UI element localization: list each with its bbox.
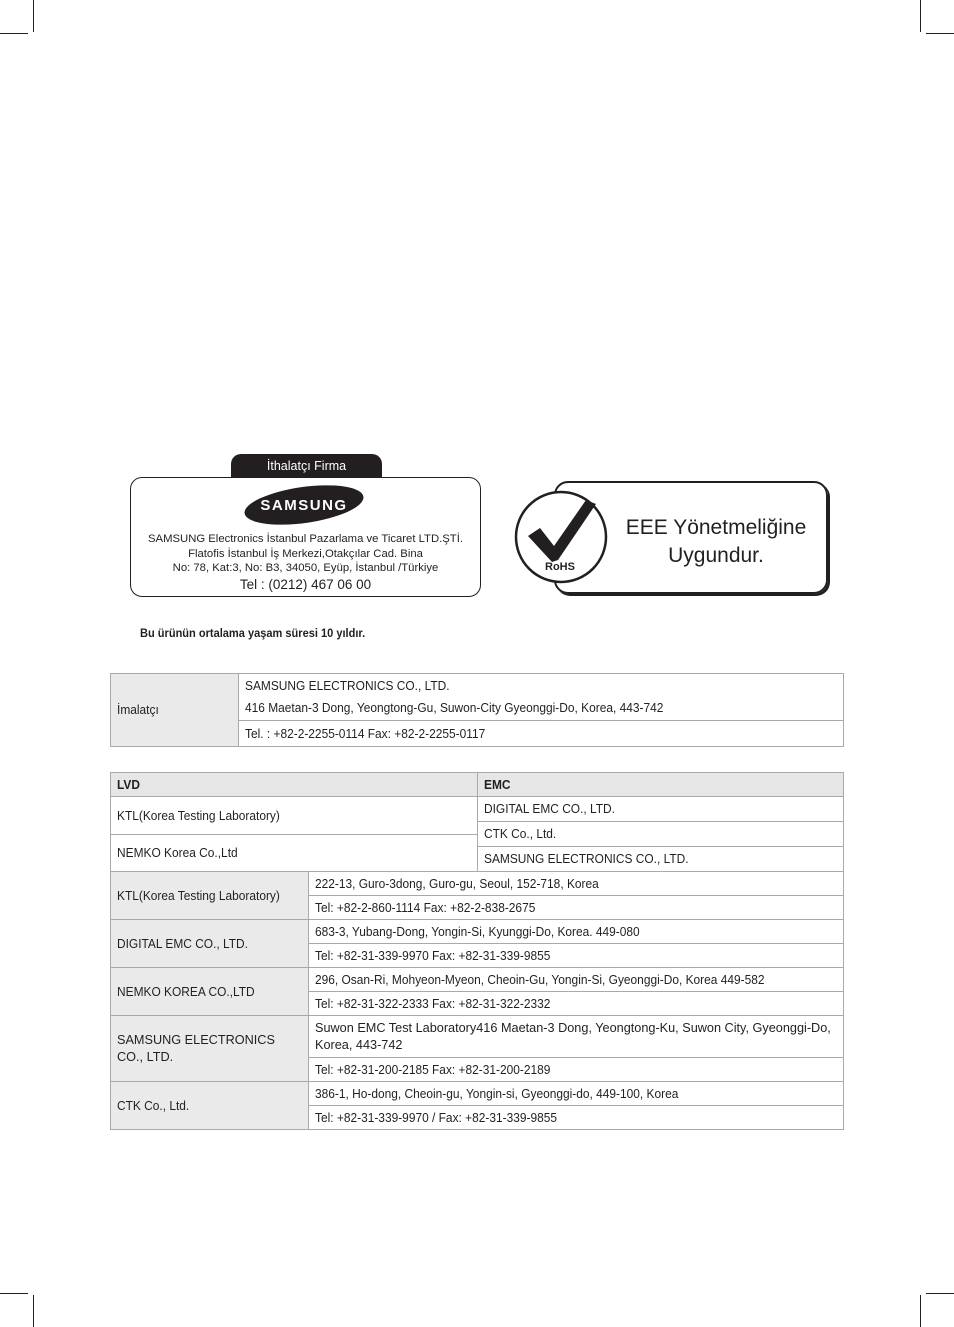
lvd-emc-table xyxy=(110,772,844,872)
lab-address: 386-1, Ho-dong, Cheoin-gu, Yongin-si, Gyeonggi-do, 449-100, Korea xyxy=(309,1082,844,1106)
importer-address xyxy=(131,532,480,576)
lab-address: 683-3, Yubang-Dong, Yongin-Si, Kyunggi-Do, Korea. 449-080 xyxy=(309,920,844,944)
lab-contact: Tel: +82-31-322-2333 Fax: +82-31-322-2332 xyxy=(309,992,844,1016)
lab-address: 296, Osan-Ri, Mohyeon-Myeon, Cheoin-Gu, Yongin-Si, Gyeonggi-Do, Korea 449-582 xyxy=(309,968,844,992)
lab-address: Suwon EMC Test Laboratory416 Maetan-3 Dong, Yeongtong-Ku, Suwon City, Gyeonggi-Do, Korea, 443-742 xyxy=(309,1016,844,1058)
crop-mark xyxy=(926,33,954,34)
manufacturer-label: İmalatçı xyxy=(111,674,239,747)
emc-cell: SAMSUNG ELECTRONICS CO., LTD. xyxy=(478,847,844,872)
manufacturer-contact: Tel. : +82-2-2255-0114 Fax: +82-2-2255-0117 xyxy=(239,721,844,747)
crop-mark xyxy=(920,0,921,32)
eee-compliance-text xyxy=(606,514,826,570)
importer-tab: İthalatçı Firma xyxy=(231,454,382,478)
crop-mark xyxy=(920,1295,921,1327)
importer-tel: Tel : (0212) 467 06 00 xyxy=(239,577,372,592)
crop-mark xyxy=(926,1293,954,1294)
lab-name: CTK Co., Ltd. xyxy=(111,1082,309,1130)
emc-cell: DIGITAL EMC CO., LTD. xyxy=(478,797,844,822)
manufacturer-name-address: SAMSUNG ELECTRONICS CO., LTD. 416 Maetan-3 Dong, Yeongtong-Gu, Suwon-City Gyeonggi-Do, Korea, 443-742 xyxy=(239,674,844,721)
svg-text:RoHS: RoHS xyxy=(545,561,575,573)
importer-box xyxy=(130,477,481,597)
eee-line: EEE Yönetmeliğine xyxy=(625,516,807,539)
lab-name: SAMSUNG ELECTRONICS CO., LTD. xyxy=(111,1016,309,1082)
manufacturer-table xyxy=(110,673,844,747)
emc-header: EMC xyxy=(478,773,844,797)
lvd-header: LVD xyxy=(111,773,478,797)
lifetime-note: Bu ürünün ortalama yaşam süresi 10 yıldır. xyxy=(140,626,366,640)
lab-name: KTL(Korea Testing Laboratory) xyxy=(111,872,309,920)
lab-contact: Tel: +82-31-339-9970 / Fax: +82-31-339-9855 xyxy=(309,1106,844,1130)
crop-mark xyxy=(0,33,28,34)
svg-text:SAMSUNG: SAMSUNG xyxy=(260,497,348,514)
lab-contact: Tel: +82-2-860-1114 Fax: +82-2-838-2675 xyxy=(309,896,844,920)
lvd-cell: KTL(Korea Testing Laboratory) xyxy=(111,797,478,835)
lvd-cell: NEMKO Korea Co.,Ltd xyxy=(111,835,478,872)
lab-name: NEMKO KOREA CO.,LTD xyxy=(111,968,309,1016)
lab-contact: Tel: +82-31-200-2185 Fax: +82-31-200-2189 xyxy=(309,1058,844,1082)
samsung-logo xyxy=(243,483,365,527)
crop-mark xyxy=(33,1295,34,1327)
importer-line: Flatofis İstanbul İş Merkezi,Otakçılar Cad. Bina xyxy=(188,547,423,560)
lab-name: DIGITAL EMC CO., LTD. xyxy=(111,920,309,968)
crop-mark xyxy=(33,0,34,32)
importer-line: SAMSUNG Electronics İstanbul Pazarlama ve Ticaret LTD.ŞTİ. xyxy=(148,533,463,545)
rohs-check-icon xyxy=(514,490,610,586)
crop-mark xyxy=(0,1293,28,1294)
importer-line: No: 78, Kat:3, No: B3, 34050, Eyüp, İstanbul /Türkiye xyxy=(172,562,439,574)
lab-contact: Tel: +82-31-339-9970 Fax: +82-31-339-9855 xyxy=(309,944,844,968)
lab-address: 222-13, Guro-3dong, Guro-gu, Seoul, 152-718, Korea xyxy=(309,872,844,896)
eee-line: Uygundur. xyxy=(668,544,764,567)
test-labs-table xyxy=(110,871,844,1130)
emc-cell: CTK Co., Ltd. xyxy=(478,822,844,847)
